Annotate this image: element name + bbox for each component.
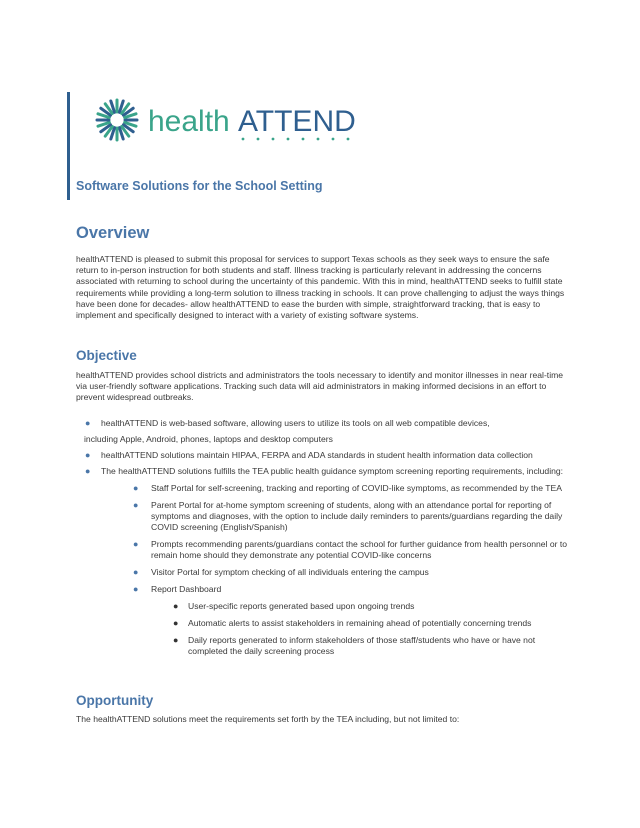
logo-attend-text: ATTEND <box>238 105 356 138</box>
bullet-icon: ● <box>133 500 139 510</box>
logo-dot <box>332 138 335 141</box>
list-item: ● healthATTEND solutions maintain HIPAA, FERPA and ADA standards in student health information data collection <box>85 450 533 460</box>
overview-paragraph: healthATTEND is pleased to submit this proposal for services to support Texas schools as they seek ways to ensure the safe return to in-person instruction for both students and staff. Illness tracking is particularly relevant in addressing the concerns associated with returning to school during the uncertainty of this pandemic. With this in mind, healthATTEND seeks to fulfill state requirements while providing a long-term solution to illness tracking in schools. It can prove challenging to adjust the ways things have been done for decades- allow healthATTEND to ease the burden with simple, straightforward tracking, that is easy to implement and specifically designed to interact with a variety of existing software systems. <box>76 254 565 321</box>
logo-health-text: health <box>148 105 230 138</box>
logo-dot <box>257 138 260 141</box>
bullet-icon: ● <box>133 483 139 493</box>
sub-list-item: ● Visitor Portal for symptom checking of all individuals entering the campus <box>133 567 429 577</box>
dashboard-list-item: ● Daily reports generated to inform stakeholders of those staff/students who have or have not completed the daily screening process <box>173 635 536 656</box>
bullet-icon: ● <box>133 567 139 577</box>
dashboard-list-item: ● Automatic alerts to assist stakeholders in remaining ahead of potentially concerning trends <box>173 618 532 628</box>
sub-list-item: ● Staff Portal for self-screening, tracking and reporting of COVID-like symptoms, as recommended by the TEA <box>133 483 562 493</box>
dashboard-list-item: ● User-specific reports generated based upon ongoing trends <box>173 601 415 611</box>
healthattend-logo <box>95 98 357 148</box>
overview-heading: Overview <box>76 224 150 242</box>
logo-sunburst-icon <box>95 98 357 142</box>
opportunity-paragraph: The healthATTEND solutions meet the requirements set forth by the TEA including, but not limited to: <box>76 714 460 724</box>
bullet-icon: ● <box>173 618 179 628</box>
sub-list-item: ● Report Dashboard <box>133 584 222 594</box>
objective-bullet-list <box>76 418 576 657</box>
list-item: ● The healthATTEND solutions fulfills the TEA public health guidance symptom screening reporting requirements, including: <box>85 466 564 476</box>
document-subtitle: Software Solutions for the School Setting <box>76 179 323 193</box>
objective-heading: Objective <box>76 348 137 363</box>
list-item: ● healthATTEND is web-based software, allowing users to utilize its tools on all web compatible devices, including Apple, Android, phones, laptops and desktop computers <box>84 418 490 444</box>
bullet-icon: ● <box>133 584 139 594</box>
logo-dot <box>287 138 290 141</box>
bullet-icon: ● <box>133 539 139 549</box>
logo-dot <box>302 138 305 141</box>
bullet-icon: ● <box>173 601 179 611</box>
accent-bar <box>67 92 70 200</box>
bullet-icon: ● <box>173 635 179 645</box>
objective-paragraph: healthATTEND provides school districts and administrators the tools necessary to identify and monitor illnesses in near real-time via user-friendly software applications. Tracking such data will aid administrators in making informed decisions in an effort to prevent widespread outbreaks. <box>76 370 564 403</box>
bullet-icon: ● <box>85 450 91 460</box>
logo-dot <box>317 138 320 141</box>
opportunity-heading: Opportunity <box>76 693 154 708</box>
sub-list-item: ● Parent Portal for at-home symptom screening of students, along with an attendance portal for reporting of symptoms and diagnoses, with the option to include daily reminders to parents/guardians regarding the daily COVID screening (English/Spanish) <box>133 500 563 532</box>
logo-dot <box>272 138 275 141</box>
logo-dot <box>347 138 350 141</box>
sub-list-item: ● Prompts recommending parents/guardians contact the school for further guidance from health personnel or to remain home should they demonstrate any potential COVID-like concerns <box>133 539 568 560</box>
logo-dot <box>242 138 245 141</box>
bullet-icon: ● <box>85 418 91 428</box>
bullet-icon: ● <box>85 466 91 476</box>
